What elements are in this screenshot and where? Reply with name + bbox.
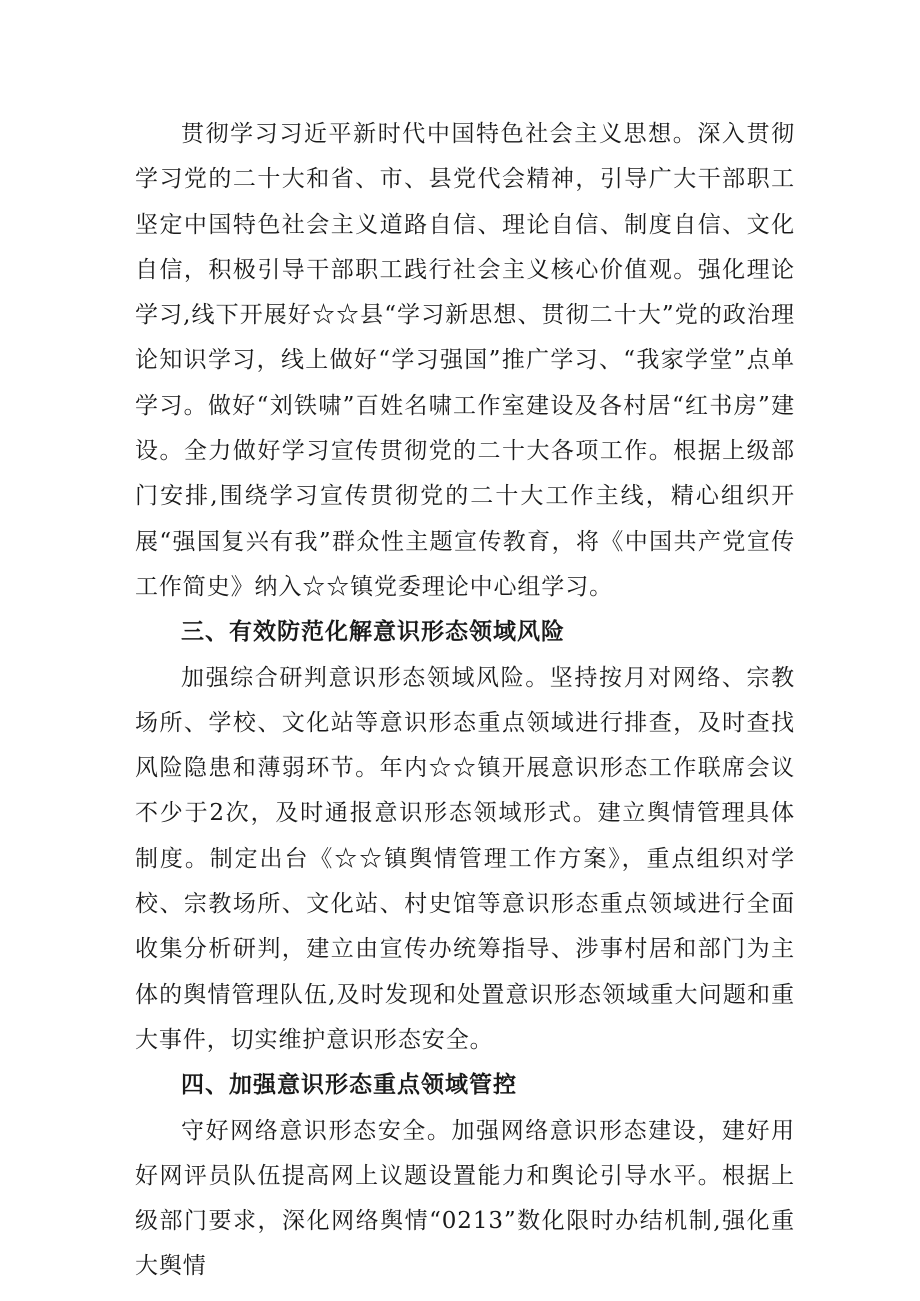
body-paragraph: 贯彻学习习近平新时代中国特色社会主义思想。深入贯彻学习党的二十大和省、市、县党代会精神，引导广大干部职工坚定中国特色社会主义道路自信、理论自信、制度自信、文化自信，积极引导干部职工践行社会主义核心价值观。强化理论学习,线下开展好☆☆县“学习新思想、贯彻二十大”党的政治理论知识学习，线上做好“学习强国”推广学习、“我家学堂”点单学习。做好“刘铁啸”百姓名啸工作室建设及各村居“红书房”建设。全力做好学习宣传贯彻党的二十大各项工作。根据上级部门安排,围绕学习宣传贯彻党的二十大工作主线，精心组织开展“强国复兴有我”群众性主题宣传教育，将《中国共产党宣传工作简史》纳入☆☆镇党委理论中心组学习。: [135, 121, 795, 600]
body-paragraph: 守好网络意识形态安全。加强网络意识形态建设，建好用好网评员队伍提高网上议题设置能力和舆论引导水平。根据上级部门要求，深化网络舆情“0213”数化限时办结机制,强化重大舆情: [135, 1117, 795, 1280]
section-heading: 三、有效防范化解意识形态领域风险: [181, 619, 565, 646]
body-paragraph: 加强综合研判意识形态领域风险。坚持按月对网络、宗教场所、学校、文化站等意识形态重点领域进行排查，及时查找风险隐患和薄弱环节。年内☆☆镇开展意识形态工作联席会议不少于2次，及时通报意识形态领域形式。建立舆情管理具体制度。制定出台《☆☆镇舆情管理工作方案》，重点组织对学校、宗教场所、文化站、村史馆等意识形态重点领域进行全面收集分析研判，建立由宣传办统筹指导、涉事村居和部门为主体的舆情管理队伍,及时发现和处置意识形态领域重大问题和重大事件，切实维护意识形态安全。: [135, 664, 795, 1053]
section-heading: 四、加强意识形态重点领域管控: [181, 1072, 517, 1099]
document-body: [135, 112, 795, 1290]
